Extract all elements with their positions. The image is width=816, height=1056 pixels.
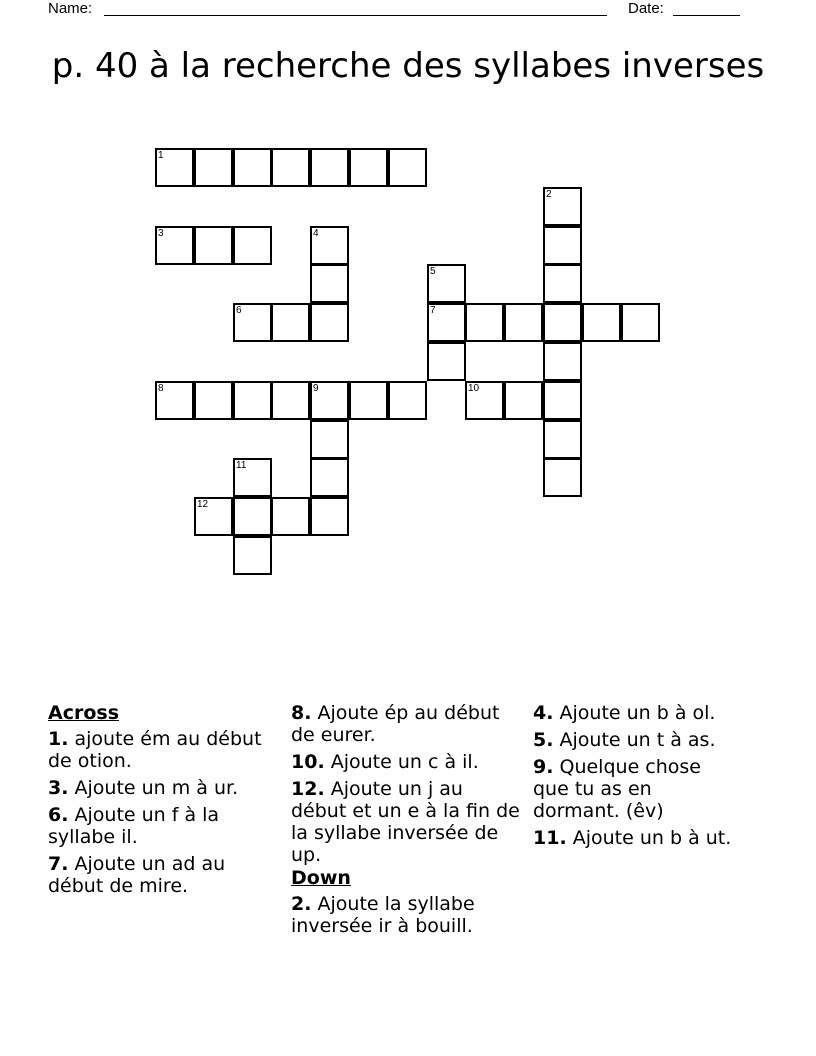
crossword-cell[interactable] — [310, 148, 349, 187]
clue-number: 7. — [48, 853, 69, 875]
down-clue-2 — [291, 893, 523, 937]
clue-text: ajoute ém au début de otion. — [48, 728, 262, 772]
across-clue-10 — [291, 751, 523, 773]
clue-text: Ajoute un t à as. — [559, 729, 716, 751]
across-clue-6 — [48, 804, 280, 848]
crossword-cell[interactable] — [155, 148, 194, 187]
across-clue-8 — [291, 702, 523, 746]
clue-number-label: 5 — [430, 266, 436, 277]
across-clue-1 — [48, 728, 280, 772]
crossword-cell[interactable] — [271, 148, 310, 187]
crossword-cell[interactable] — [271, 303, 310, 342]
crossword-cell[interactable] — [233, 536, 272, 575]
crossword-cell[interactable] — [233, 303, 272, 342]
across-clue-7 — [48, 853, 280, 897]
clue-number-label: 6 — [236, 305, 242, 316]
crossword-cell[interactable] — [310, 303, 349, 342]
clue-number-label: 9 — [313, 383, 319, 394]
crossword-cell[interactable] — [543, 342, 582, 381]
crossword-cell[interactable] — [504, 303, 543, 342]
crossword-cell[interactable] — [310, 458, 349, 497]
date-field-line[interactable] — [673, 15, 740, 16]
clue-number: 3. — [48, 777, 69, 799]
clue-column-1 — [48, 702, 280, 902]
crossword-cell[interactable] — [543, 264, 582, 303]
clue-text: Ajoute un m à ur. — [74, 777, 239, 799]
clue-text: Ajoute un b à ol. — [559, 702, 716, 724]
down-clue-5 — [533, 729, 773, 751]
crossword-cell[interactable] — [233, 226, 272, 265]
clue-number: 6. — [48, 804, 69, 826]
crossword-cell[interactable] — [349, 381, 388, 420]
clue-number: 4. — [533, 702, 554, 724]
crossword-cell[interactable] — [543, 303, 582, 342]
down-heading: Down — [291, 867, 351, 889]
across-clue-12 — [291, 778, 523, 866]
clue-number-label: 12 — [197, 499, 209, 510]
clue-text: Ajoute un c à il. — [330, 751, 479, 773]
crossword-cell[interactable] — [465, 303, 504, 342]
clue-number: 8. — [291, 702, 312, 724]
crossword-cell[interactable] — [310, 497, 349, 536]
clue-number-label: 1 — [158, 150, 164, 161]
clue-number-label: 3 — [158, 228, 164, 239]
clue-number: 11. — [533, 827, 567, 849]
crossword-cell[interactable] — [271, 497, 310, 536]
crossword-cell[interactable] — [233, 381, 272, 420]
clue-number: 9. — [533, 756, 554, 778]
header-bar — [48, 0, 748, 20]
down-clue-11 — [533, 827, 773, 849]
clue-number-label: 2 — [546, 189, 552, 200]
across-heading: Across — [48, 702, 120, 724]
clue-number: 1. — [48, 728, 69, 750]
clue-text: Ajoute un f à la syllabe il. — [48, 804, 220, 848]
crossword-cell[interactable] — [504, 381, 543, 420]
clue-text: Quelque chose que tu as en dormant. (êv) — [533, 756, 701, 822]
down-clue-9 — [533, 756, 733, 822]
clue-number-label: 10 — [468, 383, 480, 394]
clue-number: 10. — [291, 751, 325, 773]
crossword-cell[interactable] — [194, 148, 233, 187]
crossword-cell[interactable] — [310, 226, 349, 265]
crossword-cell[interactable] — [427, 264, 466, 303]
clue-text: Ajoute un ad au début de mire. — [48, 853, 226, 897]
crossword-cell[interactable] — [582, 303, 621, 342]
clue-text: Ajoute ép au début de eurer. — [291, 702, 500, 746]
crossword-cell[interactable] — [349, 148, 388, 187]
crossword-cell[interactable] — [543, 458, 582, 497]
clue-text: Ajoute la syllabe inversée ir à bouill. — [291, 893, 475, 937]
crossword-cell[interactable] — [310, 381, 349, 420]
date-label: Date: — [628, 0, 664, 17]
crossword-cell[interactable] — [621, 303, 660, 342]
crossword-cell[interactable] — [543, 420, 582, 459]
crossword-cell[interactable] — [543, 226, 582, 265]
clue-number-label: 11 — [236, 460, 247, 471]
name-field-line[interactable] — [104, 15, 607, 16]
clue-number-label: 4 — [313, 228, 319, 239]
crossword-cell[interactable] — [388, 148, 427, 187]
crossword-cell[interactable] — [271, 381, 310, 420]
page-title: p. 40 à la recherche des syllabes inverses — [51, 46, 765, 86]
clue-number: 5. — [533, 729, 554, 751]
name-label: Name: — [48, 0, 93, 17]
clue-number-label: 8 — [158, 383, 164, 394]
clue-text: Ajoute un j au début et un e à la fin de la syllabe inversée de up. — [291, 778, 520, 866]
crossword-cell[interactable] — [388, 381, 427, 420]
clue-text: Ajoute un b à ut. — [572, 827, 732, 849]
crossword-cell[interactable] — [233, 497, 272, 536]
clue-number: 12. — [291, 778, 325, 800]
clue-column-2 — [291, 702, 523, 942]
crossword-cell[interactable] — [194, 497, 233, 536]
crossword-cell[interactable] — [155, 381, 194, 420]
crossword-cell[interactable] — [543, 381, 582, 420]
clue-number-label: 7 — [430, 305, 436, 316]
crossword-cell[interactable] — [543, 187, 582, 226]
down-clue-4 — [533, 702, 773, 724]
clue-column-3 — [533, 702, 773, 854]
crossword-cell[interactable] — [233, 148, 272, 187]
crossword-cell[interactable] — [310, 264, 349, 303]
crossword-cell[interactable] — [155, 226, 194, 265]
clue-number: 2. — [291, 893, 312, 915]
crossword-cell[interactable] — [194, 381, 233, 420]
crossword-cell[interactable] — [194, 226, 233, 265]
crossword-cell[interactable] — [310, 420, 349, 459]
crossword-cell[interactable] — [233, 458, 272, 497]
across-clue-3 — [48, 777, 280, 799]
crossword-cell[interactable] — [427, 303, 466, 342]
crossword-cell[interactable] — [427, 342, 466, 381]
crossword-cell[interactable] — [465, 381, 504, 420]
